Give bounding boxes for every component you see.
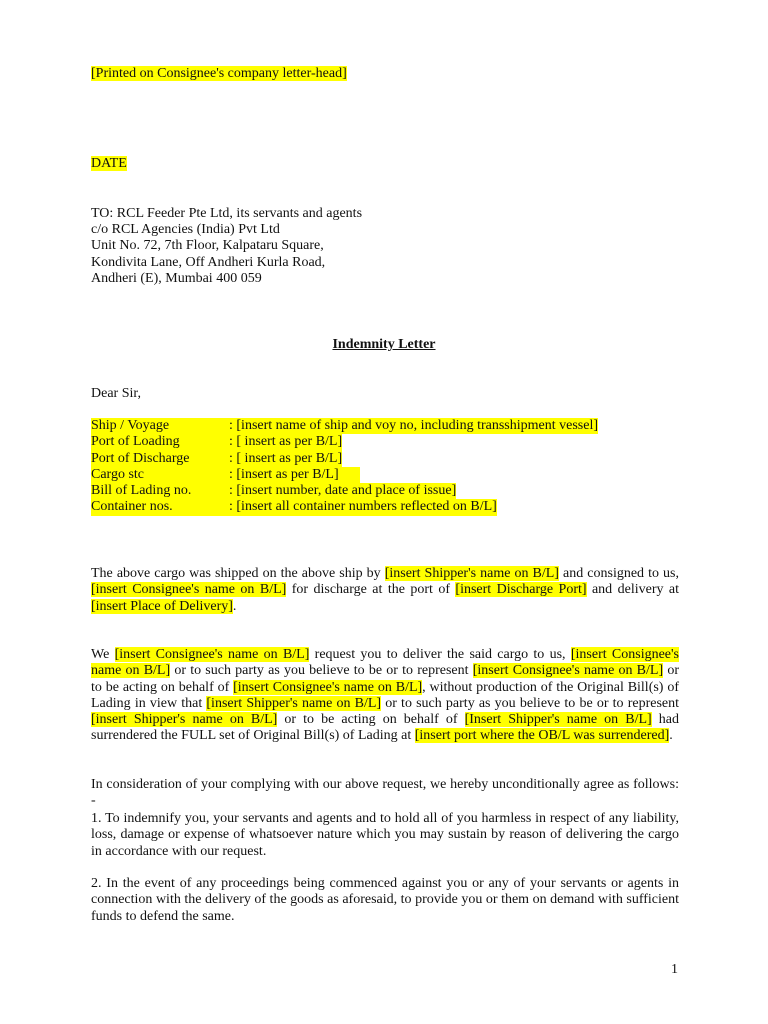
address-line-4: Kondivita Lane, Off Andheri Kurla Road, [91, 255, 326, 270]
placeholder-shipper-name: [insert Shipper's name on B/L] [384, 566, 559, 581]
placeholder-consignee-name: [insert Consignee's name on B/L] [233, 679, 423, 695]
detail-row-cargo [91, 467, 598, 483]
letterhead-placeholder: [Printed on Consignee's company letter-head] [91, 66, 347, 81]
detail-value: : [insert number, date and place of issue] [229, 483, 457, 499]
address-line-5: Andheri (E), Mumbai 400 059 [91, 271, 262, 286]
text: . [232, 598, 237, 614]
address-line-2: c/o RCL Agencies (India) Pvt Ltd [91, 222, 280, 237]
text: or to be acting on behalf of [91, 663, 679, 695]
detail-label: Ship / Voyage [91, 418, 229, 434]
shipment-details-table [91, 418, 598, 516]
placeholder-shipper-name: [insert Shipper's name on B/L] [91, 712, 278, 728]
text: and consigned to us, [558, 566, 679, 581]
detail-label: Port of Loading [91, 434, 229, 450]
placeholder-shipper-name: [insert Shipper's name on B/L] [206, 695, 382, 711]
detail-label: Bill of Lading no. [91, 483, 229, 499]
detail-value: : [ insert as per B/L] [229, 434, 343, 450]
document-title: Indemnity Letter [332, 337, 436, 352]
address-line-1: TO: RCL Feeder Pte Ltd, its servants and agents [91, 206, 363, 221]
placeholder-consignee-name: [insert Consignee's name on B/L] [472, 663, 664, 679]
placeholder-consignee-name: [insert Consignee's name on B/L] [114, 647, 310, 662]
text: or to such party as you believe to be or to represent [381, 695, 679, 711]
salutation: Dear Sir, [91, 386, 141, 401]
address-line-3: Unit No. 72, 7th Floor, Kalpataru Square, [91, 238, 324, 253]
paragraph-consideration: In consideration of your complying with our above request, we hereby unconditionally agree as follows: - [91, 777, 679, 809]
clause-1: 1. To indemnify you, your servants and agents and to hold all of you harmless in respect of any liability, loss, damage or expense of whatsoever nature which you may sustain by reason of delivering the cargo in accordance with our request. [91, 811, 679, 859]
detail-label: Container nos. [91, 499, 229, 515]
clause-2: 2. In the event of any proceedings being commenced against you or any of your servants or agents in connection with the delivery of the goods as aforesaid, to provide you or them on demand with sufficient funds to defend the same. [91, 876, 679, 924]
detail-label: Port of Discharge [91, 451, 229, 467]
text: had surrendered the FULL set of Original Bill(s) of Lading at [91, 712, 679, 744]
letterhead-note [91, 66, 347, 82]
placeholder-discharge-port: [insert Discharge Port] [455, 582, 587, 598]
detail-row-bill-of-lading [91, 483, 598, 499]
detail-value: : [insert all container numbers reflected on B/L] [229, 499, 497, 515]
text: We [91, 647, 115, 662]
placeholder-surrender-port: [insert port where the OB/L was surrendered] [414, 728, 670, 744]
date-line [91, 156, 127, 172]
page-number: 1 [671, 962, 678, 977]
paragraph-shipment [91, 566, 679, 615]
detail-value: : [insert name of ship and voy no, including transshipment vessel] [229, 418, 598, 433]
text: request you to deliver the said cargo to us, [309, 647, 571, 662]
placeholder-shipper-name: [Insert Shipper's name on B/L] [464, 712, 652, 728]
text: . [669, 728, 673, 744]
detail-row-port-of-discharge [91, 451, 598, 467]
detail-value: : [insert as per B/L] [229, 466, 360, 482]
text: The above cargo was shipped on the above ship by [91, 566, 385, 581]
detail-row-port-of-loading [91, 434, 598, 450]
placeholder-consignee-name: [insert Consignee's name on B/L] [91, 647, 679, 679]
text: and delivery at [586, 582, 680, 598]
detail-row-ship-voyage [91, 418, 598, 434]
detail-value: : [ insert as per B/L] [229, 450, 343, 466]
detail-label: Cargo stc [91, 467, 229, 483]
text: or to be acting on behalf of [277, 712, 465, 728]
date-placeholder: DATE [91, 156, 127, 171]
text: for discharge at the port of [286, 582, 456, 598]
placeholder-place-of-delivery: [insert Place of Delivery] [91, 598, 233, 614]
text: , without production of the Original Bill(s) of Lading in view that [91, 679, 679, 711]
paragraph-request [91, 647, 679, 745]
text: or to such party as you believe to be or to represent [170, 663, 473, 679]
detail-row-container-nos [91, 499, 598, 515]
placeholder-consignee-name: [insert Consignee's name on B/L] [91, 582, 287, 598]
